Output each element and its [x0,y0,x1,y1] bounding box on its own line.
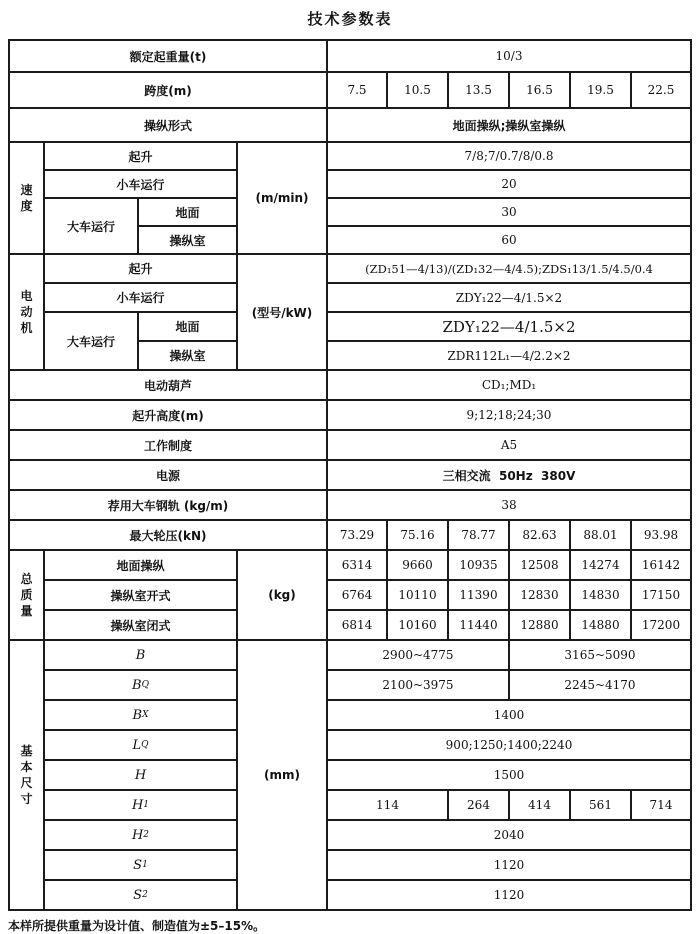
dim-value: 114 [328,791,447,819]
cab-motor-value: ZDR112L₁—4/2.2×2 [328,342,690,369]
hoist-speed-label: 起升 [45,143,236,169]
hoist-motor-label: 起升 [45,255,236,282]
dim-value: 1120 [328,881,690,909]
dim-value: 3165~5090 [510,641,690,669]
dim-label-H: H [45,761,236,789]
wheel-load-value: 75.16 [388,521,447,549]
mass-row-label: 地面操纵 [45,551,236,579]
dim-value: 1120 [328,851,690,879]
mass-group-label: 总质量 [10,551,43,639]
mass-cell: 14274 [571,551,630,579]
dim-value: 2100~3975 [328,671,508,699]
trolley-motor-value: ZDY₁22—4/1.5×2 [328,284,690,311]
span-value: 10.5 [388,73,447,107]
span-value: 22.5 [632,73,690,107]
span-value: 7.5 [328,73,386,107]
cab-speed-value: 60 [328,227,690,253]
control-mode-label: 操纵形式 [10,109,326,141]
duty-class-label: 工作制度 [10,431,326,459]
wheel-load-value: 88.01 [571,521,630,549]
mass-cell: 10160 [388,611,447,639]
mass-cell: 17200 [632,611,690,639]
mass-cell: 6314 [328,551,386,579]
mass-cell: 12830 [510,581,569,609]
mass-cell: 11440 [449,611,508,639]
mass-row-label: 操纵室开式 [45,581,236,609]
dim-value: 900;1250;1400;2240 [328,731,690,759]
cab-speed-label: 操纵室 [139,227,236,253]
lift-height-label: 起升高度(m) [10,401,326,429]
mass-cell: 6814 [328,611,386,639]
power-supply-value: 三相交流 50Hz 380V [328,461,690,489]
dim-value: 561 [571,791,630,819]
rail-label: 荐用大车钢轨 (kg/m) [10,491,326,519]
wheel-load-value: 93.98 [632,521,690,549]
mass-cell: 6764 [328,581,386,609]
hoist-motor-value: (ZD₁51—4/13)/(ZD₁32—4/4.5);ZDS₁13/1.5/4.5/0.4 [328,255,690,282]
dim-label-LQ: L Q [45,731,236,759]
dim-value: 1400 [328,701,690,729]
mass-cell: 10935 [449,551,508,579]
dims-group-label: 基本尺寸 [10,641,43,909]
crane-speed-label: 大车运行 [45,199,137,253]
footnote: 本样所提供重量为设计值、制造值为±5–15%。 [8,919,266,933]
dim-label-BX: B X [45,701,236,729]
trolley-motor-label: 小车运行 [45,284,236,311]
dim-label-B: B [45,641,236,669]
ground-speed-value: 30 [328,199,690,225]
wheel-load-value: 78.77 [449,521,508,549]
rail-value: 38 [328,491,690,519]
speed-group-label: 速度 [10,143,43,253]
mass-cell: 9660 [388,551,447,579]
dim-value: 1500 [328,761,690,789]
spec-table [8,39,692,911]
rated-capacity-label: 额定起重量(t) [10,41,326,71]
dim-label-BQ: B Q [45,671,236,699]
power-supply-label: 电源 [10,461,326,489]
span-label: 跨度(m) [10,73,326,107]
dim-label-S2: S 2 [45,881,236,909]
lift-height-value: 9;12;18;24;30 [328,401,690,429]
wheel-load-value: 82.63 [510,521,569,549]
ground-motor-label: 地面 [139,313,236,340]
hoist-unit-label: 电动葫芦 [10,371,326,399]
dim-label-H1: H 1 [45,791,236,819]
mass-cell: 17150 [632,581,690,609]
duty-class-value: A5 [328,431,690,459]
wheel-load-label: 最大轮压(kN) [10,521,326,549]
mass-row-label: 操纵室闭式 [45,611,236,639]
ground-motor-value: ZDY₁22—4/1.5×2 [328,313,690,340]
dim-value: 2900~4775 [328,641,508,669]
hoist-unit-value: CD₁;MD₁ [328,371,690,399]
span-value: 16.5 [510,73,569,107]
span-value: 19.5 [571,73,630,107]
dim-label-S1: S 1 [45,851,236,879]
rated-capacity-value: 10/3 [328,41,690,71]
trolley-speed-value: 20 [328,171,690,197]
mass-cell: 16142 [632,551,690,579]
dim-label-H2: H 2 [45,821,236,849]
dim-value: 2040 [328,821,690,849]
dim-value: 414 [510,791,569,819]
control-mode-value: 地面操纵;操纵室操纵 [328,109,690,141]
mass-cell: 14880 [571,611,630,639]
wheel-load-value: 73.29 [328,521,386,549]
ground-speed-label: 地面 [139,199,236,225]
mass-cell: 14830 [571,581,630,609]
motor-group-label: 电动机 [10,255,43,369]
cab-motor-label: 操纵室 [139,342,236,369]
mass-cell: 11390 [449,581,508,609]
dim-value: 264 [449,791,508,819]
dim-value: 714 [632,791,690,819]
mass-cell: 10110 [388,581,447,609]
motor-unit: (型号/kW) [238,255,326,369]
crane-motor-label: 大车运行 [45,313,137,369]
mass-cell: 12508 [510,551,569,579]
trolley-speed-label: 小车运行 [45,171,236,197]
dim-value: 2245~4170 [510,671,690,699]
mass-cell: 12880 [510,611,569,639]
mass-unit: (kg) [238,551,326,639]
dims-unit: (mm) [238,641,326,909]
speed-unit: (m/min) [238,143,326,253]
page-title: 技术参数表 [307,10,393,28]
hoist-speed-value: 7/8;7/0.7/8/0.8 [328,143,690,169]
span-value: 13.5 [449,73,508,107]
